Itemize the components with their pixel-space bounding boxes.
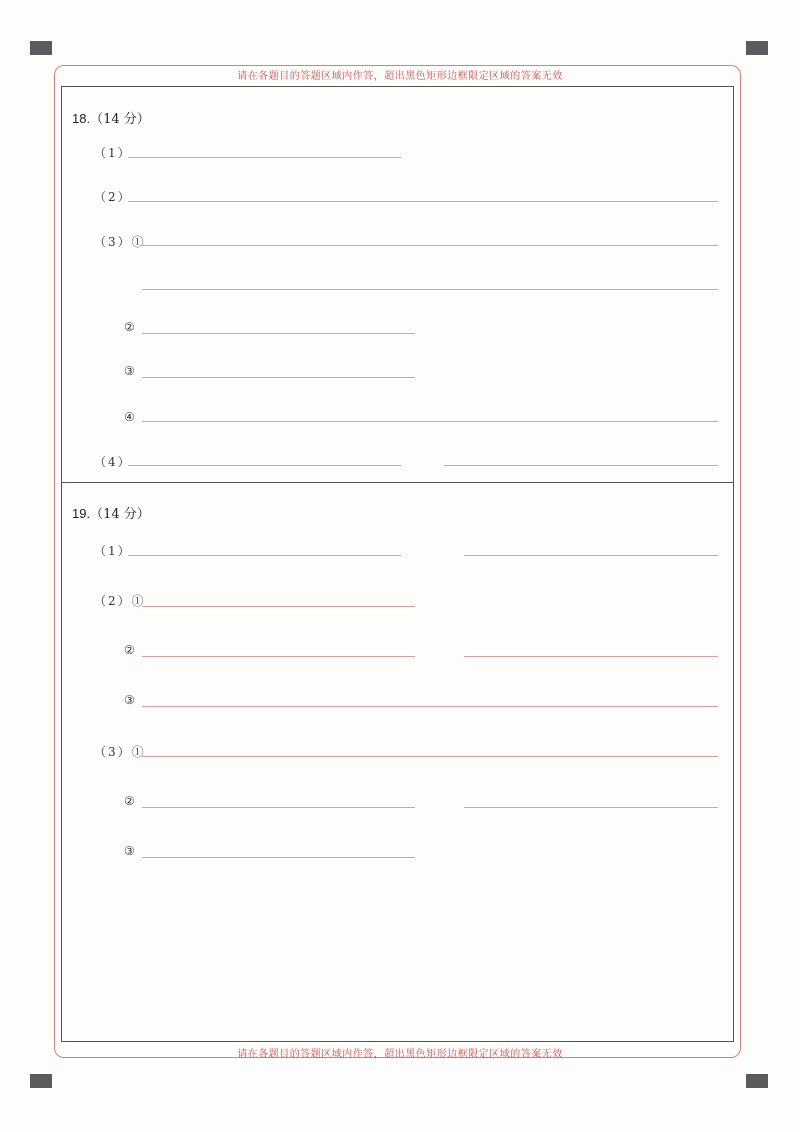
answer-box: [61, 86, 734, 1042]
q18-answer-line-3-3[interactable]: [142, 377, 415, 378]
notice-bottom: 请在各题目的答题区域内作答，超出黑色矩形边框限定区域的答案无效: [237, 1049, 563, 1060]
q18-label-2: （2）: [94, 190, 132, 204]
q18-label-3-2: ②: [124, 320, 137, 334]
q19-label-2-1: （2）①: [94, 594, 146, 608]
q19-label-2-2: ②: [124, 643, 137, 657]
q18-points: （14 分）: [90, 112, 150, 127]
q19-answer-line-2-2b[interactable]: [464, 656, 718, 657]
q18-label-3-1: （3）①: [94, 235, 146, 249]
q18-number: 18.: [72, 111, 91, 126]
q18-answer-line-2[interactable]: [128, 201, 718, 202]
q19-answer-line-2-2a[interactable]: [142, 656, 415, 657]
q19-answer-line-3-3[interactable]: [142, 857, 415, 858]
notice-top: 请在各题目的答题区域内作答，超出黑色矩形边框限定区域的答案无效: [237, 71, 563, 82]
registration-mark-top-left: [30, 41, 52, 55]
q19-number: 19.: [72, 506, 91, 521]
q19-title: [72, 503, 150, 522]
q18-label-3-4: ④: [124, 410, 137, 424]
q19-label-3-2: ②: [124, 794, 137, 808]
q18-label-4: （4）: [94, 455, 132, 469]
q19-label-3-3: ③: [124, 844, 137, 858]
q18-title: [72, 108, 150, 127]
q19-answer-line-3-1[interactable]: [142, 756, 718, 757]
q18-label-1: （1）: [94, 146, 132, 160]
q19-answer-line-1a[interactable]: [128, 555, 401, 556]
q19-answer-line-2-1[interactable]: [142, 606, 415, 607]
q19-label-3-1: （3）①: [94, 745, 146, 759]
q18-answer-line-4a[interactable]: [128, 465, 401, 466]
q18-answer-line-3-1b[interactable]: [142, 289, 718, 290]
question-divider: [61, 482, 734, 483]
q19-answer-line-3-2b[interactable]: [464, 807, 718, 808]
q18-answer-line-3-2[interactable]: [142, 333, 415, 334]
q19-label-2-3: ③: [124, 693, 137, 707]
q18-answer-line-3-4[interactable]: [142, 421, 718, 422]
q19-answer-line-3-2a[interactable]: [142, 807, 415, 808]
q19-points: （14 分）: [90, 507, 150, 522]
registration-mark-bottom-right: [746, 1074, 768, 1088]
q19-label-1: （1）: [94, 544, 132, 558]
q19-answer-line-2-3[interactable]: [142, 706, 718, 707]
q18-answer-line-1[interactable]: [128, 157, 401, 158]
q18-answer-line-4b[interactable]: [444, 465, 718, 466]
q18-label-3-3: ③: [124, 364, 137, 378]
q18-answer-line-3-1a[interactable]: [142, 245, 718, 246]
registration-mark-top-right: [746, 41, 768, 55]
registration-mark-bottom-left: [30, 1074, 52, 1088]
q19-answer-line-1b[interactable]: [464, 555, 718, 556]
